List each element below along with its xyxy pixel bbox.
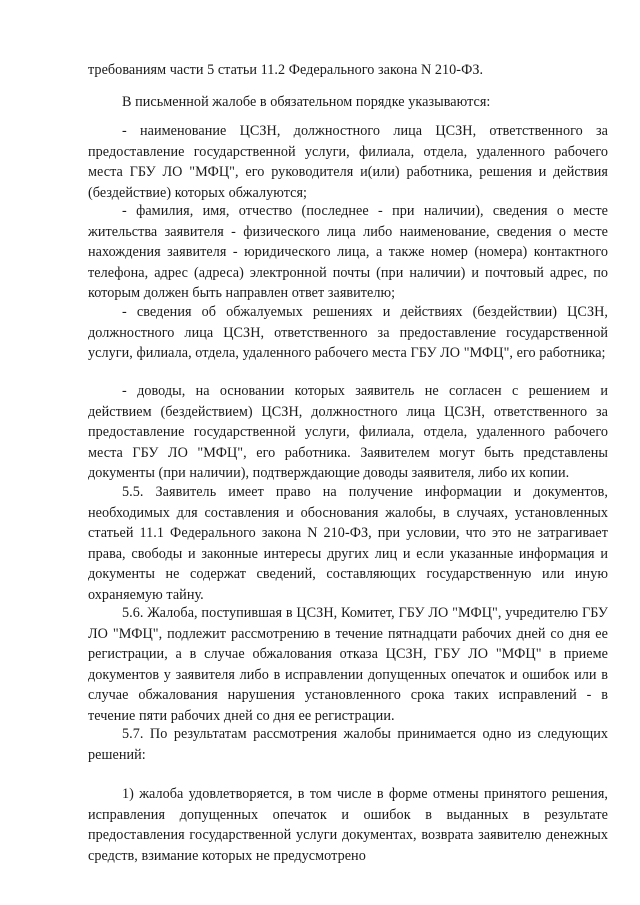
- paragraph-list-item-2: - фамилия, имя, отчество (последнее - при наличии), сведения о месте жительства заявителя - физического лица либо наименование, сведения о месте нахождения заявителя - юридического лица, а также номер (номера) контактного телефона, адрес (адреса) электронной почты (при наличии) и почтовый адрес, по которым должен быть направлен ответ заявителю;: [88, 203, 608, 302]
- paragraph-5-7: 5.7. По результатам рассмотрения жалобы принимается одно из следующих решений:: [88, 726, 608, 763]
- paragraph-intro: В письменной жалобе в обязательном порядке указываются:: [122, 94, 491, 110]
- paragraph-list-item-3: - сведения об обжалуемых решениях и действиях (бездействии) ЦСЗН, должностного лица ЦСЗН, ответственного за предоставление государственной услуги, филиала, отдела, удаленного рабочего места ГБУ ЛО "МФЦ", его работника;: [88, 304, 608, 362]
- paragraph-list-item-1: - наименование ЦСЗН, должностного лица ЦСЗН, ответственного за предоставление государственной услуги, филиала, отдела, удаленного рабочего места ГБУ ЛО "МФЦ", его руководителя и(или) работника, решения и действия (бездействие) которых обжалуются;: [88, 123, 608, 201]
- paragraph-continuation: требованиям части 5 статьи 11.2 Федерального закона N 210-ФЗ.: [88, 62, 484, 78]
- paragraph-list-item-4: - доводы, на основании которых заявитель не согласен с решением и действием (бездействием) ЦСЗН, должностного лица ЦСЗН, ответственного за предоставление государственной услуги, филиала, отдела, удаленного рабочего места ГБУ ЛО "МФЦ", его работника. Заявителем могут быть представлены документы (при наличии), подтверждающие доводы заявителя, либо их копии.: [88, 383, 608, 482]
- paragraph-5-5: 5.5. Заявитель имеет право на получение информации и документов, необходимых для составления и обоснования жалобы, в случаях, установленных статьей 11.1 Федерального закона N 210-ФЗ, при условии, что это не затрагивает права, свободы и законные интересы других лиц и если указанные информация и документы не содержат сведений, составляющих государственную или иную охраняемую тайну.: [88, 484, 608, 603]
- paragraph-decision-1: 1) жалоба удовлетворяется, в том числе в форме отмены принятого решения, исправления допущенных опечаток и ошибок в выданных в результате предоставления государственной услуги документах, возврата заявителю денежных средств, взимание которых не предусмотрено: [88, 786, 608, 864]
- paragraph-5-6: 5.6. Жалоба, поступившая в ЦСЗН, Комитет, ГБУ ЛО "МФЦ", учредителю ГБУ ЛО "МФЦ", подлежит рассмотрению в течение пятнадцати рабочих дней со дня ее регистрации, а в случае обжалования отказа ЦСЗН, ГБУ ЛО "МФЦ" в приеме документов у заявителя либо в исправлении допущенных опечаток и ошибок или в случае обжалования нарушения установленного срока таких исправлений - в течение пяти рабочих дней со дня ее регистрации.: [88, 605, 608, 724]
